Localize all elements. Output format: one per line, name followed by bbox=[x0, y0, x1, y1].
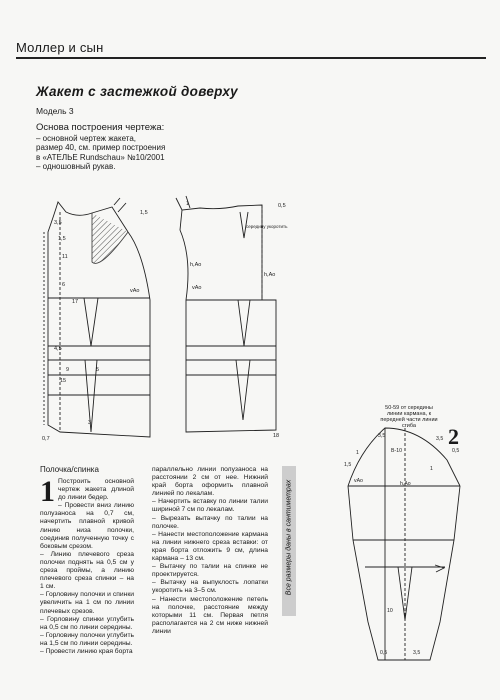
paragraph: – Вытачку на выпуклость лопатки укоротить на 3–5 см. bbox=[152, 579, 268, 595]
front-label: 3 bbox=[88, 420, 92, 426]
back-draft bbox=[176, 196, 276, 432]
sleeve-label: 0,5 bbox=[452, 448, 460, 454]
paragraph: – Начертить вставку по линии талии шириной 7 см по лекалам. bbox=[152, 498, 268, 514]
basis-line: размер 40, см. пример построения bbox=[36, 143, 166, 152]
back-label: середину укоротить bbox=[246, 224, 288, 229]
sleeve-labels bbox=[344, 433, 459, 656]
back-label: 1 bbox=[186, 201, 190, 207]
back-label: h,Ao bbox=[190, 262, 202, 268]
sleeve-label: 1,5 bbox=[344, 462, 352, 468]
back-label: vAo bbox=[192, 285, 202, 291]
front-label: 4,5 bbox=[54, 346, 62, 352]
model-label: Модель 3 bbox=[36, 106, 74, 116]
magazine-title: Моллер и сын bbox=[16, 40, 104, 55]
front-draft bbox=[44, 198, 150, 437]
basis-line: в «АТЕЛЬЕ Rundschau» №10/2001 bbox=[36, 152, 165, 162]
paragraph: – Линию плечевого среза полочки поднять на 0,5 см у среза проймы, а линию плечевого среза спинки – на 1 см. bbox=[40, 550, 134, 591]
sleeve-label: h,Ao bbox=[400, 481, 411, 487]
figure-number: 2 bbox=[448, 424, 459, 449]
sleeve-label: 10 bbox=[387, 608, 393, 614]
basis-heading: Основа построения чертежа: bbox=[36, 122, 165, 133]
front-label: 5 bbox=[96, 367, 100, 373]
front-label: 1,5 bbox=[140, 210, 148, 216]
paragraph: – Горловину полочки и спинки увеличить на 1 см по линии плечевых срезов. bbox=[40, 591, 134, 615]
front-label: 15 bbox=[60, 378, 67, 384]
paragraph: Построить основной чертеж жакета длиной до линии бедер. bbox=[58, 478, 134, 502]
back-label: 0,5 bbox=[278, 203, 286, 209]
paragraph: – Горловину полочки углубить на 1,5 см по линии середины. bbox=[40, 631, 134, 647]
paragraph: – Горловину спинки углубить на 0,5 см по линии середины. bbox=[40, 615, 134, 631]
sleeve-note: 50-59 от середины линии кармана, к передней части линии сгиба bbox=[380, 405, 438, 429]
paragraph: параллельно линии полузаноса на расстоянии 2 см от нее. Нижний край борта оформить плавной линией по лекалам. bbox=[152, 466, 268, 498]
text-column-1 bbox=[40, 475, 134, 656]
front-label: vAo bbox=[130, 288, 140, 294]
units-sidebar bbox=[282, 466, 296, 616]
section-label: Полочка/спинка bbox=[40, 465, 99, 474]
sleeve-label: 1 bbox=[430, 466, 433, 472]
text-column-2 bbox=[152, 466, 268, 636]
basis-line: – основной чертеж жакета, bbox=[36, 133, 137, 143]
front-label: 3,5 bbox=[54, 220, 62, 226]
paragraph: – Провести линию края борта bbox=[40, 647, 133, 655]
front-label: 11 bbox=[62, 254, 68, 260]
paragraph: – Вытачку по талии на спинке не проектируется. bbox=[152, 563, 268, 579]
sleeve-label: vAo bbox=[354, 478, 363, 484]
paragraph: – Нанести местоположение кармана на линии нижнего среза вставки: от края борта отложить 9 см, длина кармана – 13 см. bbox=[152, 530, 268, 563]
front-label: 9 bbox=[66, 367, 70, 373]
front-label: 0,7 bbox=[42, 436, 50, 442]
back-draft-labels bbox=[186, 201, 288, 439]
sleeve-label: 3,5 bbox=[413, 650, 421, 656]
sleeve-label: 1 bbox=[356, 450, 359, 456]
back-label: 18 bbox=[273, 433, 280, 439]
front-label: 1,5 bbox=[58, 236, 66, 242]
sleeve-label: 3,5 bbox=[378, 433, 386, 439]
back-label: h,Ao bbox=[264, 272, 276, 278]
sleeve-draft bbox=[348, 428, 460, 660]
sleeve-label: 3,5 bbox=[436, 436, 444, 442]
paragraph: – Нанести местоположение петель на полочке, расстояние между которыми 11 см. Первая петля располагается на 2 см ниже нижней линии bbox=[152, 595, 268, 635]
front-label: 6 bbox=[62, 282, 66, 288]
drop-cap: 1 bbox=[40, 475, 55, 508]
front-label: 17 bbox=[72, 299, 79, 305]
paragraph: – Вырезать вытачку по талии на полочке. bbox=[152, 514, 268, 530]
sleeve-label: B-10 bbox=[391, 448, 402, 454]
basis-line: – одношовный рукав. bbox=[36, 162, 116, 171]
article-title: Жакет с застежкой доверху bbox=[36, 84, 238, 99]
sleeve-label: 0,5 bbox=[380, 650, 388, 656]
paragraph: – Провести вниз линию полузаноса на 0,7 см, начертить плавной кривой линию низа полочки, соединив полученную точку с боковым срезом. bbox=[40, 502, 134, 550]
units-note: Все размеры даны в сантиметрах bbox=[285, 479, 293, 596]
